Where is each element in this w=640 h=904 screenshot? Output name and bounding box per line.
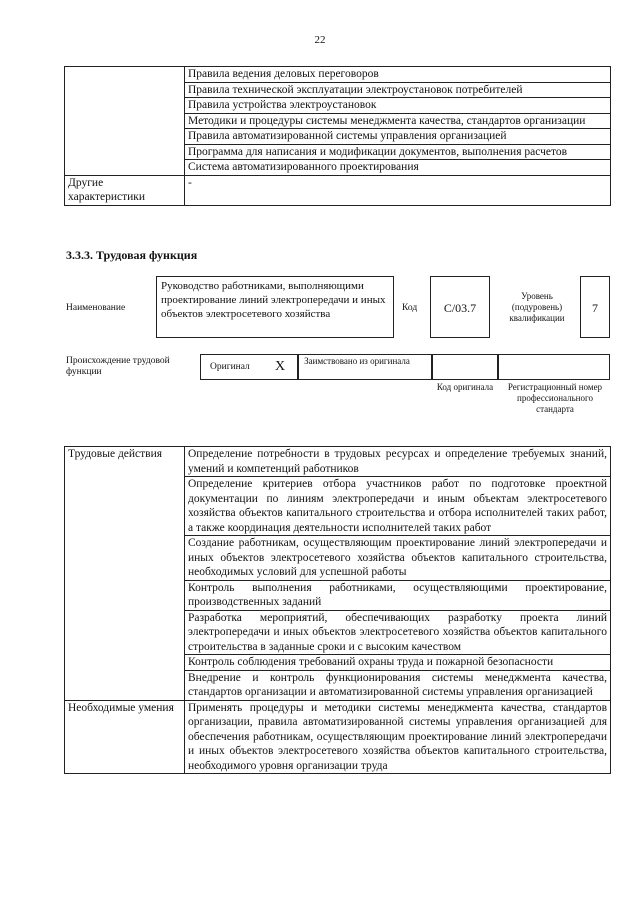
actions-table	[64, 446, 611, 774]
other-characteristics-label: Другие характеристики	[65, 175, 185, 205]
action-item: Определение потребности в трудовых ресурсах и определение требуемых знаний, умений и компетенций работников	[185, 447, 611, 477]
page-number: 22	[314, 34, 326, 46]
origin-label: Происхождение трудовой функции	[66, 356, 170, 377]
original-code-cell	[432, 354, 498, 380]
action-item: Разработка мероприятий, обеспечивающих разработку проекта линий электропередачи и иных объектов электросетевого хозяйства объектов капитального строительства в заданные сроки и с высоким качеством	[185, 610, 611, 655]
original-code-caption: Код оригинала	[436, 382, 494, 392]
actions-label: Трудовые действия	[65, 447, 185, 701]
table-row	[65, 447, 611, 477]
other-characteristics-value: -	[185, 175, 611, 205]
action-item: Создание работникам, осуществляющим проектирование линий электропередачи и иных объектов электросетевого хозяйства объектов капитального строительства, необходимых условий для успешной работы	[185, 536, 611, 581]
code-label: Код	[402, 303, 418, 313]
original-mark: X	[275, 359, 286, 374]
skills-label: Необходимые умения	[65, 700, 185, 774]
knowledge-item: Правила технической эксплуатации электроустановок потребителей	[185, 82, 611, 98]
knowledge-label-cell	[65, 67, 185, 176]
action-item: Внедрение и контроль функционирования системы менеджмента качества, стандартов организации и автоматизированной системы управления организацией	[185, 670, 611, 700]
borrowed-label: Заимствовано из оригинала	[304, 356, 410, 366]
knowledge-item: Правила устройства электроустановок	[185, 98, 611, 114]
reg-number-caption: Регистрационный номер профессионального стандарта	[507, 382, 603, 414]
name-label: Наименование	[66, 303, 126, 313]
level-label: Уровень (подуровень) квалификации	[509, 291, 565, 323]
knowledge-item: Правила автоматизированной системы управления организацией	[185, 129, 611, 145]
function-code-box: С/03.7	[430, 276, 490, 338]
section-heading: 3.3.3. Трудовая функция	[66, 248, 198, 262]
action-item: Определение критериев отбора участников работ по подготовке проектной документации по линиям электропередачи и иным объектам электросетевого хозяйства объектов капитального строительства и отбора исполнителей таких работ, а также координация деятельности исполнителей таких работ	[185, 477, 611, 536]
knowledge-table	[64, 66, 611, 206]
skill-item: Применять процедуры и методики системы менеджмента качества, стандартов организации, правила автоматизированной системы управления организацией для обеспечения работникам, осуществляющим проектирование линий электропередачи и иных объектов электросетевого хозяйства объектов капитального строительства, необходимого уровня организации труда	[185, 700, 611, 774]
level-value-box: 7	[580, 276, 610, 338]
table-row	[65, 700, 611, 774]
knowledge-item: Система автоматизированного проектирования	[185, 160, 611, 176]
knowledge-item: Методики и процедуры системы менеджмента качества, стандартов организации	[185, 113, 611, 129]
table-row	[65, 175, 611, 205]
table-row	[65, 67, 611, 83]
knowledge-item: Программа для написания и модификации документов, выполнения расчетов	[185, 144, 611, 160]
knowledge-item: Правила ведения деловых переговоров	[185, 67, 611, 83]
action-item: Контроль выполнения работниками, осуществляющими проектирование, производственных заданий	[185, 580, 611, 610]
action-item: Контроль соблюдения требований охраны труда и пожарной безопасности	[185, 655, 611, 671]
function-name-box: Руководство работниками, выполняющими проектирование линий электропередачи и иных объектов электросетевого хозяйства	[156, 276, 394, 338]
original-label: Оригинал	[210, 362, 250, 372]
reg-number-cell	[498, 354, 610, 380]
